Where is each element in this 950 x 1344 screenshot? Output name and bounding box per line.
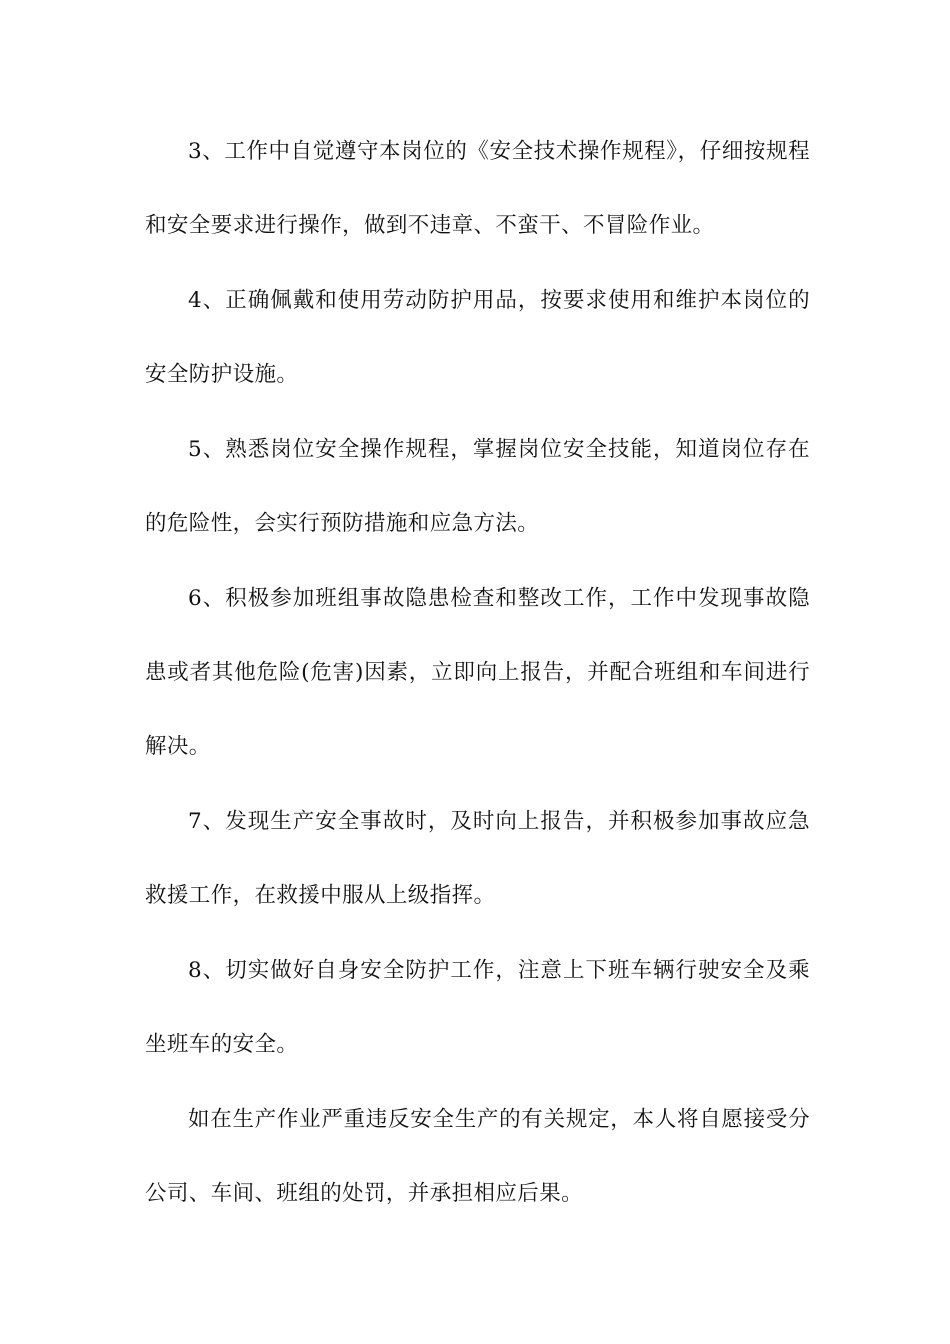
paragraph-item-7: 7、发现生产安全事故时，及时向上报告，并积极参加事故应急救援工作，在救援中服从上级指挥。 <box>145 809 810 908</box>
paragraph-item-4: 4、正确佩戴和使用劳动防护用品，按要求使用和维护本岗位的安全防护设施。 <box>145 288 810 387</box>
paragraph-closing-statement: 如在生产作业严重违反安全生产的有关规定，本人将自愿接受分公司、车间、班组的处罚，并承担相应后果。 <box>145 1107 810 1206</box>
paragraph-item-6: 6、积极参加班组事故隐患检查和整改工作，工作中发现事故隐患或者其他危险(危害)因素，立即向上报告，并配合班组和车间进行解决。 <box>145 586 810 759</box>
paragraph-item-5: 5、熟悉岗位安全操作规程，掌握岗位安全技能，知道岗位存在的危险性，会实行预防措施和应急方法。 <box>145 437 810 536</box>
paragraph-item-3: 3、工作中自觉遵守本岗位的《安全技术操作规程》，仔细按规程和安全要求进行操作，做到不违章、不蛮干、不冒险作业。 <box>145 139 810 238</box>
paragraph-item-8: 8、切实做好自身安全防护工作，注意上下班车辆行驶安全及乘坐班车的安全。 <box>145 958 810 1057</box>
